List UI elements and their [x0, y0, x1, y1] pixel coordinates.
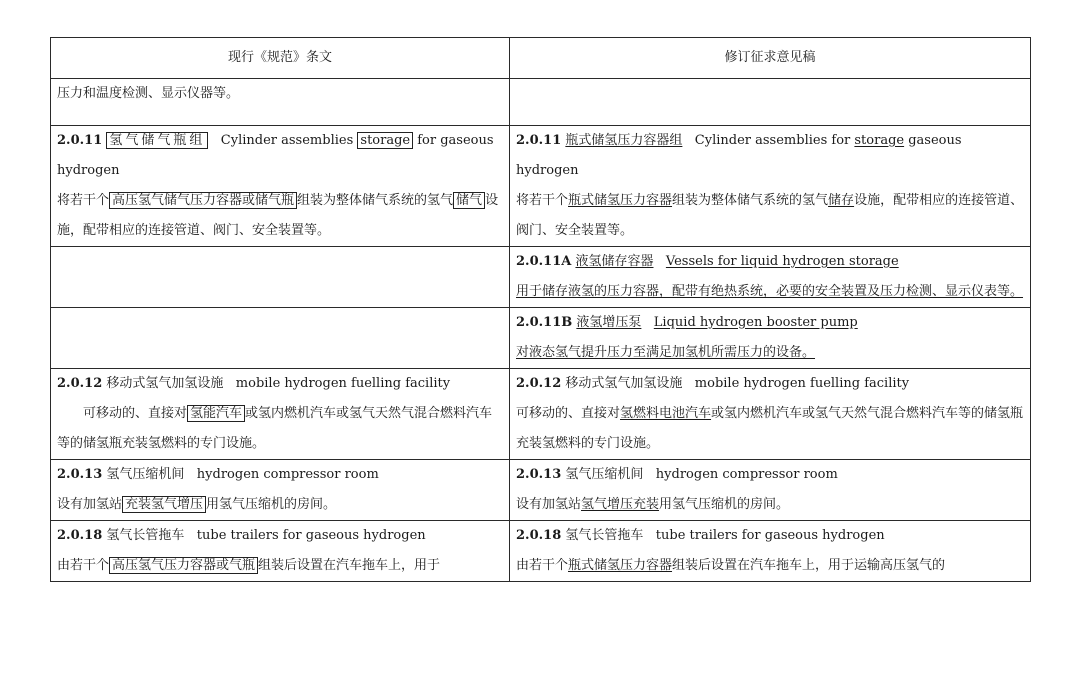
- current-cell: [51, 521, 510, 582]
- current-cell-empty: [51, 247, 510, 308]
- definition-underlined: 用于储存液氢的压力容器，配带有绝热系统，必要的安全装置及压力检测、显示仪表等。: [516, 284, 1024, 299]
- definition-text: 或氢内燃机汽车或氢气天然气混合燃料汽车等的储氢瓶充装氢燃料的专门设施。: [516, 406, 1024, 451]
- definition-text: 可移动的、直接对: [516, 406, 621, 421]
- revised-cell: [510, 369, 1031, 460]
- definition-underlined: 瓶式储氢压力容器: [568, 558, 673, 573]
- definition-boxed: 氢能汽车: [187, 405, 245, 422]
- definition-boxed: 充装氢气增压: [122, 496, 206, 513]
- term-boxed: 氢气储气瓶组: [106, 132, 208, 149]
- current-text: 压力和温度检测、显示仪器等。: [57, 86, 240, 101]
- current-cell: [51, 79, 510, 126]
- term: 移动式氢气加氢设施: [565, 376, 683, 391]
- definition-text: 将若干个: [57, 193, 110, 208]
- definition-underlined: 氢燃料电池汽车: [620, 406, 712, 421]
- table-row: [51, 521, 1031, 582]
- current-cell: [51, 126, 510, 247]
- definition-text: 可移动的、直接对: [83, 406, 188, 421]
- clause-number: 2.0.11A: [516, 254, 572, 269]
- table-row: [51, 369, 1031, 460]
- definition-text: 设施，配带相应的连接管道、阀门、安全装置等。: [516, 193, 1024, 238]
- term-en: for gaseous hydrogen: [57, 133, 494, 178]
- current-cell-empty: [51, 308, 510, 369]
- current-cell: [51, 460, 510, 521]
- clause-number: 2.0.12: [57, 376, 103, 391]
- term-underlined: 瓶式储氢压力容器组: [565, 133, 683, 148]
- revised-cell: [510, 247, 1031, 308]
- definition-text: 用氢气压缩机的房间。: [206, 497, 337, 512]
- table-row: [51, 308, 1031, 369]
- current-cell: [51, 369, 510, 460]
- clause-number: 2.0.11: [516, 133, 562, 148]
- term-en: Cylinder assemblies for: [694, 133, 851, 148]
- term-en-boxed: storage: [357, 132, 413, 149]
- clause-number: 2.0.13: [516, 467, 562, 482]
- clause-number: 2.0.11: [57, 133, 103, 148]
- term-en: mobile hydrogen fuelling facility: [235, 376, 451, 391]
- term-en-underlined: Vessels for liquid hydrogen storage: [665, 254, 899, 269]
- header-row: [51, 38, 1031, 79]
- term-en: hydrogen compressor room: [655, 467, 838, 482]
- definition-boxed: 高压氢气压力容器或气瓶: [109, 557, 258, 574]
- table-row: [51, 247, 1031, 308]
- header-revised: 修订征求意见稿: [510, 38, 1031, 79]
- definition-text: 组装后设置在汽车拖车上，用于: [258, 558, 441, 573]
- clause-number: 2.0.12: [516, 376, 562, 391]
- clause-number: 2.0.18: [57, 528, 103, 543]
- definition-text: 由若干个: [57, 558, 110, 573]
- definition-text: 用氢气压缩机的房间。: [659, 497, 790, 512]
- term-en: tube trailers for gaseous hydrogen: [655, 528, 885, 543]
- table-row: [51, 79, 1031, 126]
- clause-number: 2.0.11B: [516, 315, 573, 330]
- definition-text: 组装为整体储气系统的氢气: [672, 193, 829, 208]
- definition-text: 设有加氢站: [516, 497, 582, 512]
- comparison-table: [50, 37, 1031, 582]
- definition-underlined: 瓶式储氢压力容器: [568, 193, 673, 208]
- term-en: Cylinder assemblies: [220, 133, 354, 148]
- clause-number: 2.0.18: [516, 528, 562, 543]
- definition-underlined: 氢气增压充装: [581, 497, 660, 512]
- revised-cell: [510, 126, 1031, 247]
- definition-text: 设有加氢站: [57, 497, 123, 512]
- term-en: mobile hydrogen fuelling facility: [694, 376, 910, 391]
- definition-text: 设施，配带相应的连接管道、阀门、安全装置等。: [57, 193, 499, 238]
- definition-boxed: 高压氢气储气压力容器或储气瓶: [109, 192, 297, 209]
- revised-cell-empty: [510, 79, 1031, 126]
- table-row: [51, 126, 1031, 247]
- table-row: [51, 460, 1031, 521]
- term: 氢气压缩机间: [565, 467, 644, 482]
- definition-text: 组装为整体储气系统的氢气: [297, 193, 454, 208]
- term-en-underlined: storage: [854, 133, 905, 148]
- term-underlined: 液氢储存容器: [575, 254, 654, 269]
- term: 氢气压缩机间: [106, 467, 185, 482]
- definition-underlined: 对液态氢气提升压力至满足加氢机所需压力的设备。: [516, 345, 816, 360]
- term-en-underlined: Liquid hydrogen booster pump: [653, 315, 858, 330]
- revised-cell: [510, 460, 1031, 521]
- term-en: hydrogen compressor room: [196, 467, 379, 482]
- header-current: 现行《规范》条文: [51, 38, 510, 79]
- revised-cell: [510, 521, 1031, 582]
- definition-underlined: 储存: [828, 193, 855, 208]
- clause-number: 2.0.13: [57, 467, 103, 482]
- term-en: tube trailers for gaseous hydrogen: [196, 528, 426, 543]
- definition-text: 将若干个: [516, 193, 569, 208]
- term: 氢气长管拖车: [565, 528, 644, 543]
- definition-text: 组装后设置在汽车拖车上，用于运输高压氢气的: [672, 558, 946, 573]
- term-en: gaseous hydrogen: [516, 133, 962, 178]
- term-underlined: 液氢增压泵: [576, 315, 642, 330]
- definition-text: 由若干个: [516, 558, 569, 573]
- term: 移动式氢气加氢设施: [106, 376, 224, 391]
- term: 氢气长管拖车: [106, 528, 185, 543]
- revised-cell: [510, 308, 1031, 369]
- definition-text: 或氢内燃机汽车或氢气天然气混合燃料汽车等的储氢瓶充装氢燃料的专门设施。: [57, 406, 493, 451]
- definition-boxed: 储气: [453, 192, 485, 209]
